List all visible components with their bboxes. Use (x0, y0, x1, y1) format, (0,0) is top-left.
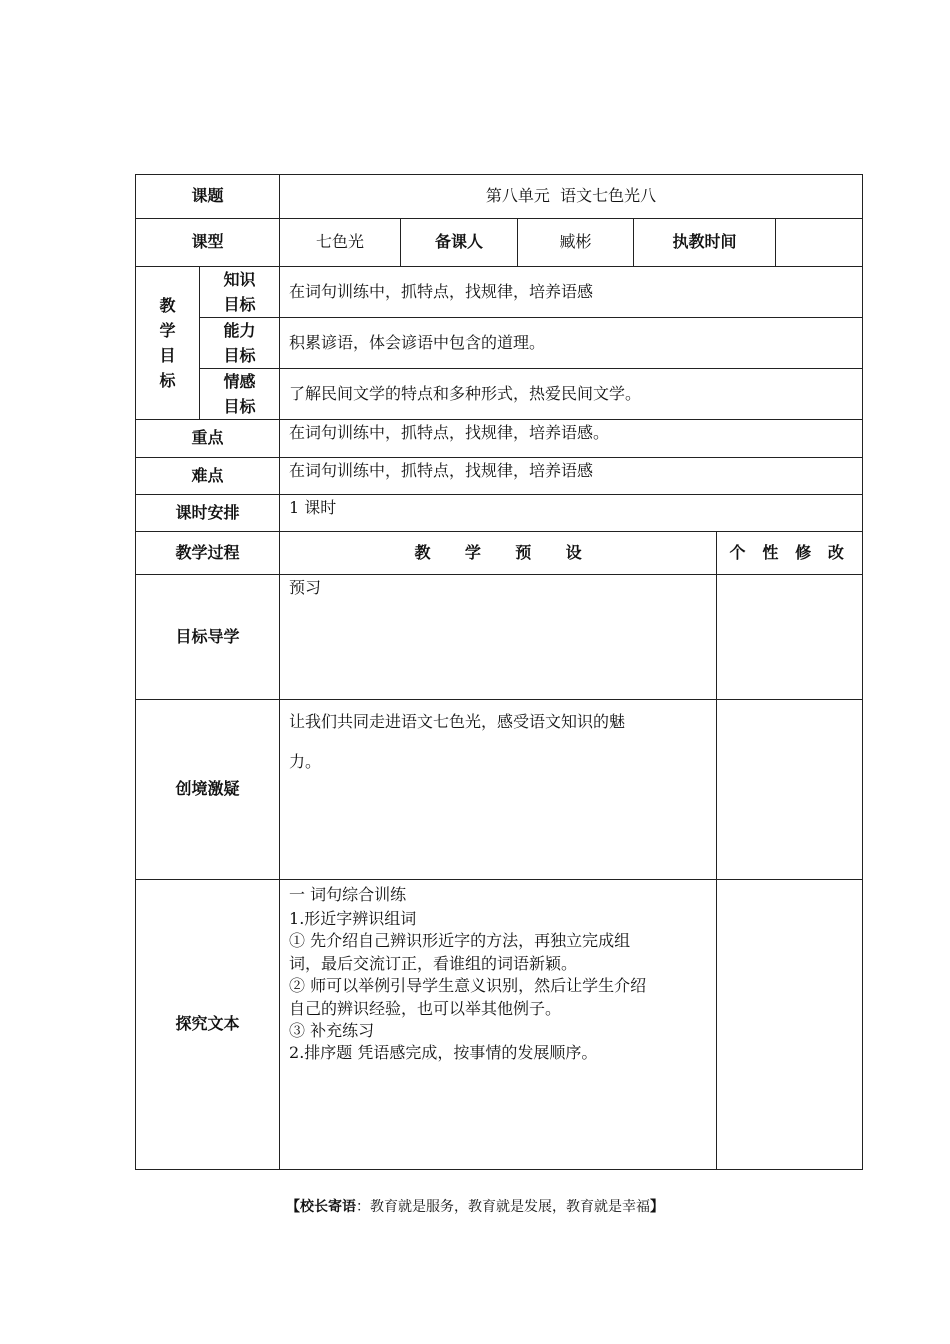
objective-text-ability: 积累谚语，体会谚语中包含的道理。 (280, 318, 863, 369)
footer-close-bracket: 】 (650, 1199, 664, 1215)
lesson-plan-table (135, 174, 863, 1170)
process-line: 1.形近字辨识组词 (289, 909, 417, 928)
process-line: 力。 (289, 752, 322, 771)
process-line: 自己的辨识经验，也可以举其他例子。 (289, 998, 562, 1018)
footer-text: ：教育就是服务，教育就是发展，教育就是幸福 (356, 1199, 650, 1215)
process-header-revision-text: 个 性 修 改 (729, 542, 850, 562)
process-header-design (280, 532, 717, 575)
process-line: 让我们共同走进语文七色光，感受语文知识的魅 (289, 712, 626, 731)
process-header-design-text: 教 学 预 设 (414, 542, 596, 562)
schedule-label: 课时安排 (136, 495, 280, 532)
topic-row (136, 175, 863, 219)
process-line: ② 师可以举例引导学生意义识别，然后让学生介绍 (289, 976, 647, 996)
difficulty-label: 难点 (136, 458, 280, 495)
type-value: 七色光 (280, 219, 401, 267)
objective-label-bottom: 目标 (223, 346, 256, 365)
footer-prefix: 校长寄语 (300, 1199, 356, 1215)
topic-value: 第八单元 语文七色光八 (280, 175, 863, 219)
process-revision-scenario (717, 700, 863, 880)
key-point-row (136, 420, 863, 458)
principal-message (0, 1196, 950, 1216)
objective-label-top: 情感 (223, 372, 256, 391)
topic-label: 课题 (136, 175, 280, 219)
objective-text-emotion: 了解民间文学的特点和多种形式，热爱民间文学。 (280, 369, 863, 420)
process-header-stage: 教学过程 (136, 532, 280, 575)
objectives-group-char: 标 (159, 371, 176, 390)
process-content-guide (280, 575, 717, 700)
objectives-group-char: 目 (159, 346, 176, 365)
schedule-text: 1 课时 (280, 495, 863, 532)
preparer-value: 臧彬 (518, 219, 634, 267)
objective-label-ability (200, 318, 280, 369)
objective-label-knowledge (200, 267, 280, 318)
process-line: 预习 (289, 578, 322, 597)
difficulty-row (136, 458, 863, 495)
process-line: 一 词句综合训练 (289, 885, 407, 904)
objective-row-ability (136, 318, 863, 369)
schedule-row (136, 495, 863, 532)
process-label-scenario: 创境激疑 (136, 700, 280, 880)
objective-label-bottom: 目标 (223, 295, 256, 314)
objectives-group-char: 学 (159, 321, 176, 340)
key-point-text: 在词句训练中，抓特点，找规律，培养语感。 (280, 420, 863, 458)
objective-label-top: 知识 (223, 270, 256, 289)
objective-label-top: 能力 (223, 321, 256, 340)
process-content-explore (280, 880, 717, 1170)
preparer-label: 备课人 (401, 219, 518, 267)
process-revision-guide (717, 575, 863, 700)
process-label-guide: 目标导学 (136, 575, 280, 700)
key-point-label: 重点 (136, 420, 280, 458)
objective-row-emotion (136, 369, 863, 420)
process-line: 2.排序题 凭语感完成，按事情的发展顺序。 (289, 1043, 598, 1063)
objective-label-bottom: 目标 (223, 397, 256, 416)
process-line: 词，最后交流订正，看谁组的词语新颖。 (289, 953, 578, 973)
objective-label-emotion (200, 369, 280, 420)
process-line: ① 先介绍自己辨识形近字的方法，再独立完成组 (289, 931, 631, 951)
process-row-guide (136, 575, 863, 700)
process-revision-explore (717, 880, 863, 1170)
process-line: ③ 补充练习 (289, 1020, 375, 1040)
process-header-row (136, 532, 863, 575)
objectives-group-label (136, 267, 200, 420)
type-row (136, 219, 863, 267)
process-row-explore (136, 880, 863, 1170)
objective-text-knowledge: 在词句训练中，抓特点，找规律，培养语感 (280, 267, 863, 318)
process-row-scenario (136, 700, 863, 880)
objectives-group-char: 教 (159, 296, 176, 315)
teach-time-value (776, 219, 863, 267)
process-header-revision (717, 532, 863, 575)
type-label: 课型 (136, 219, 280, 267)
objective-row-knowledge (136, 267, 863, 318)
footer-open-bracket: 【 (286, 1199, 300, 1215)
teach-time-label: 执教时间 (634, 219, 776, 267)
process-label-explore: 探究文本 (136, 880, 280, 1170)
process-content-scenario (280, 700, 717, 880)
difficulty-text: 在词句训练中，抓特点，找规律，培养语感 (280, 458, 863, 495)
